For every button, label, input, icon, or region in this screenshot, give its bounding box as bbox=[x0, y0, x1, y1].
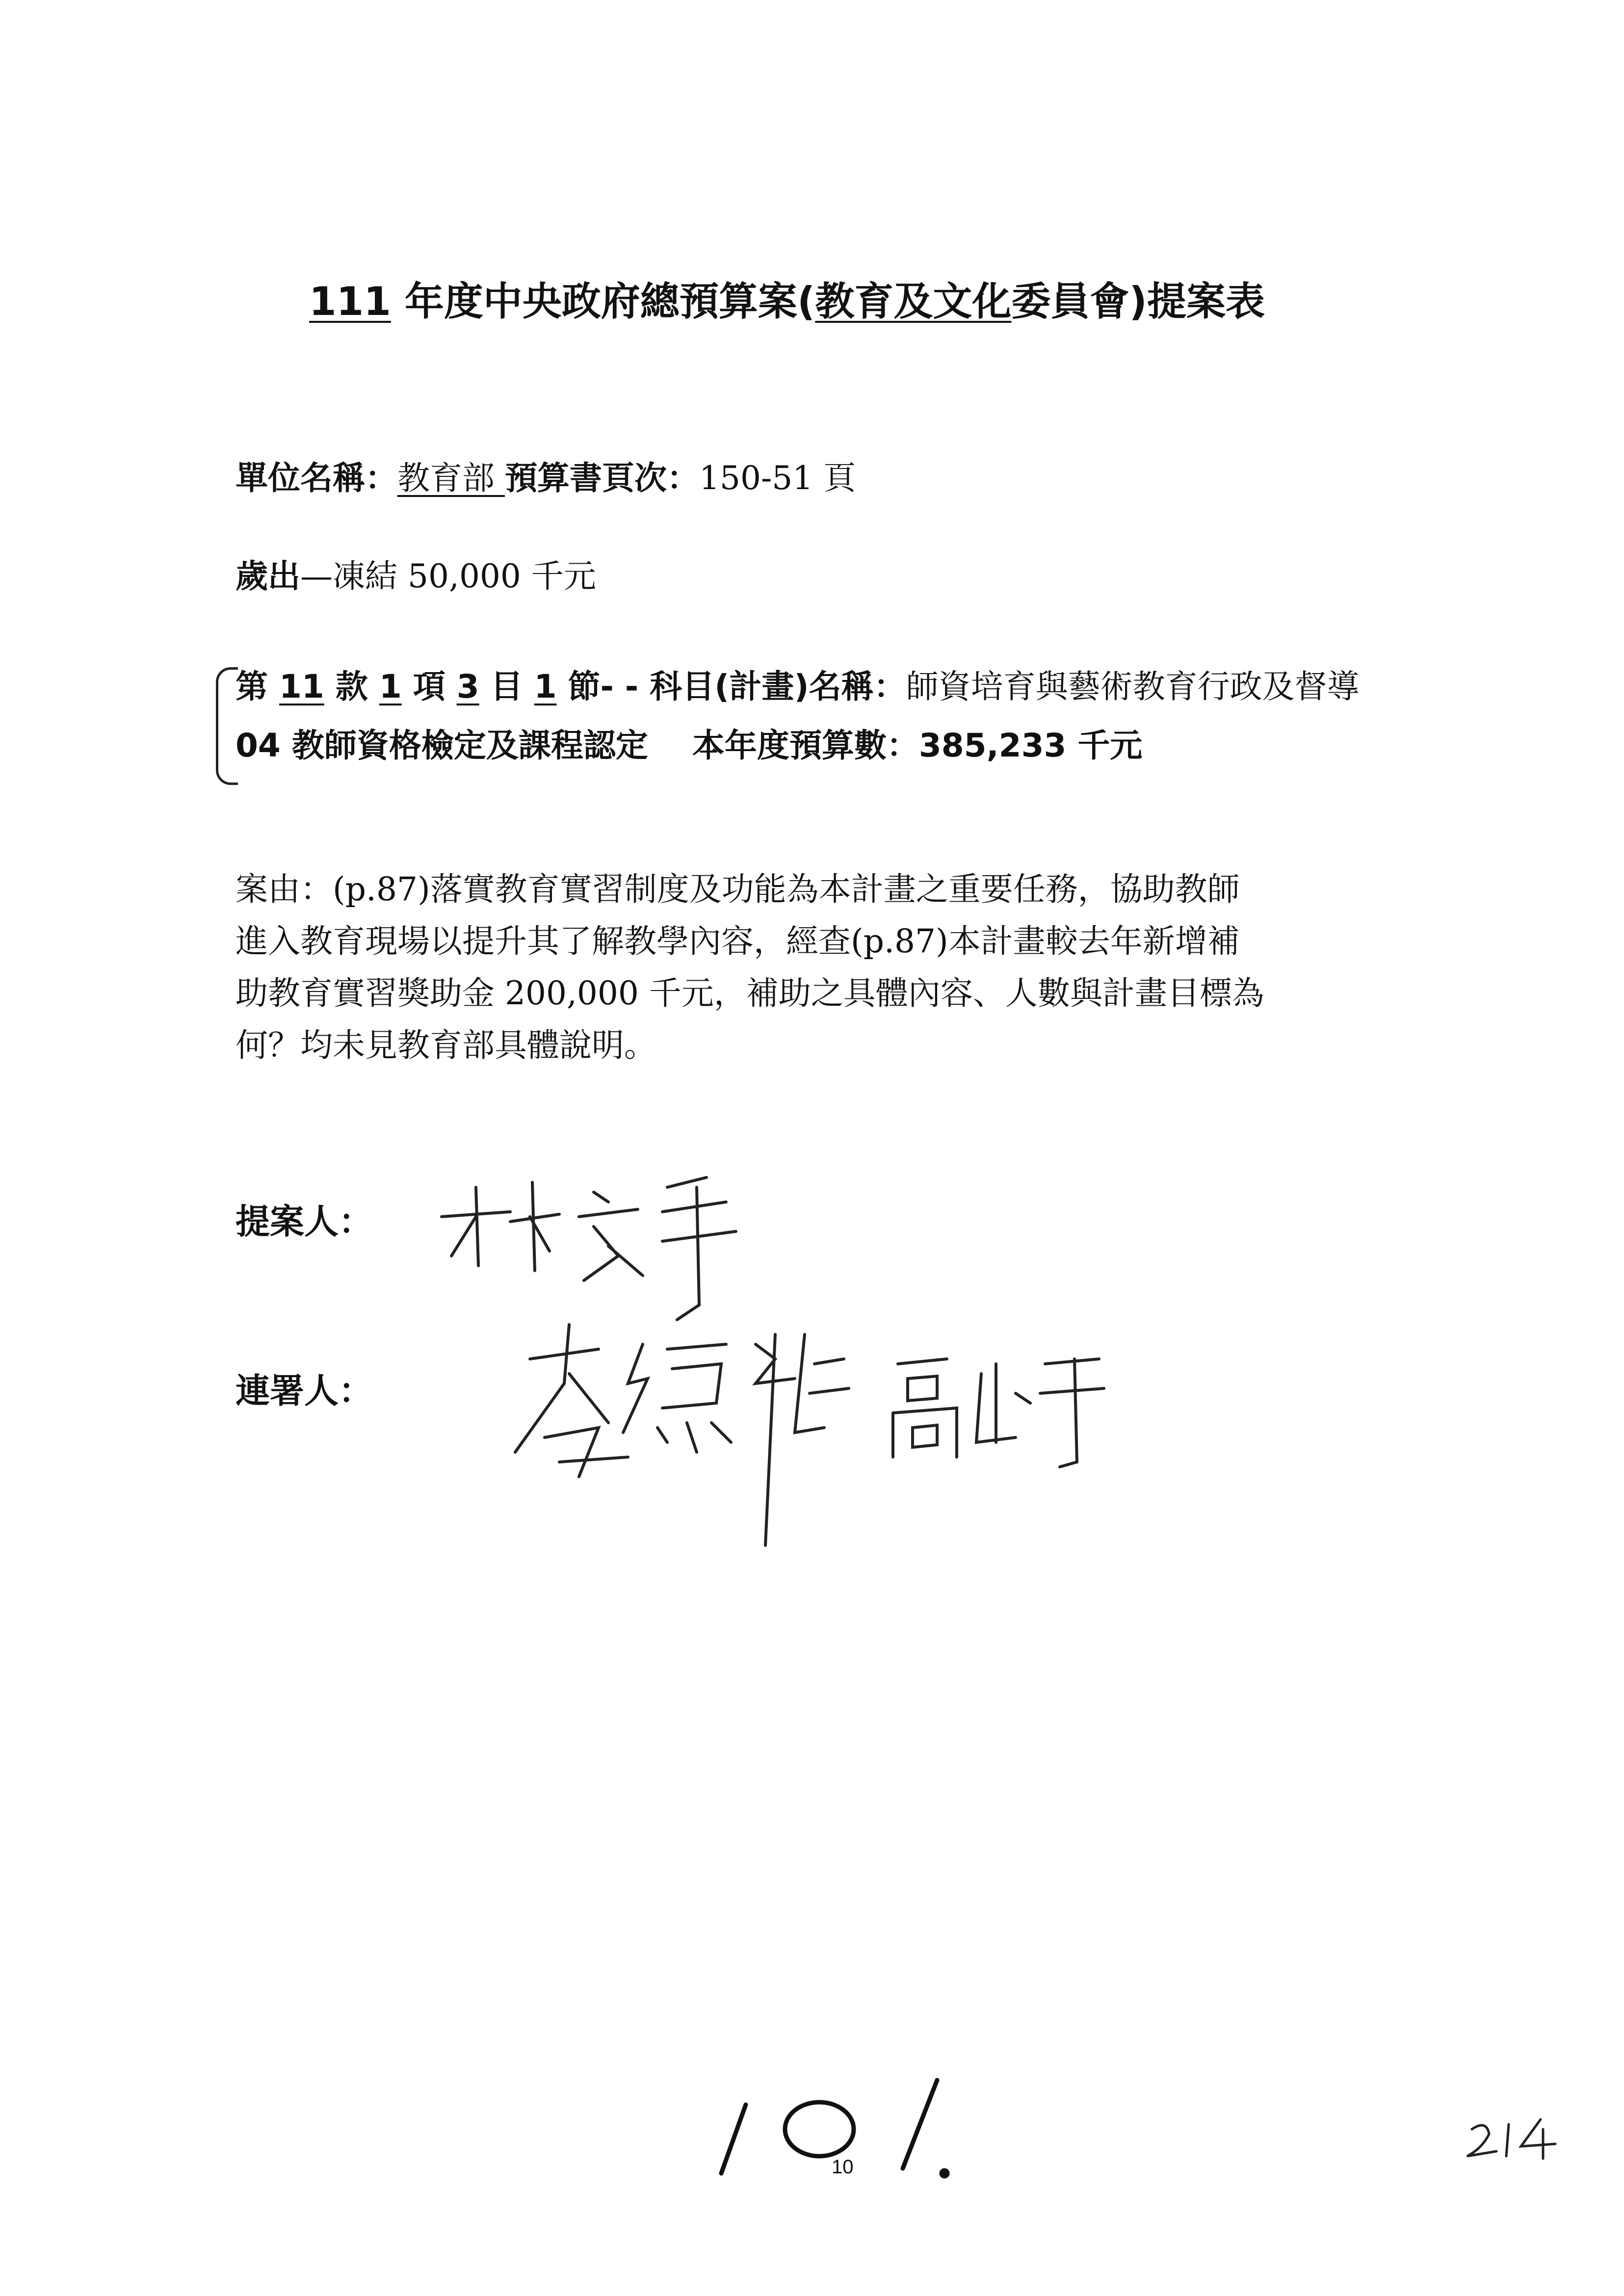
cosigner-signature-1 bbox=[500, 1315, 873, 1570]
account-item: 04 教師資格檢定及課程認定 bbox=[236, 727, 648, 764]
account-line-2 bbox=[236, 724, 1142, 768]
budget-page-label: 預算書頁次： bbox=[504, 459, 699, 497]
annual-budget-label: 本年度預算數： bbox=[692, 727, 919, 764]
account-name: 師資培育與藝術教育行政及督導 bbox=[906, 668, 1360, 705]
account-mu-label: 目 bbox=[479, 668, 534, 705]
reason-line-2: 進入教育現場以提升其了解教學內容，經查(p.87)本計畫較去年新增補 bbox=[236, 922, 1240, 960]
unit-line bbox=[236, 456, 856, 500]
title-committee: 教育及文化 bbox=[815, 279, 1012, 324]
proposer-label: 提案人： bbox=[236, 1201, 373, 1242]
account-prefix: 第 bbox=[236, 668, 279, 705]
account-jie: 1 bbox=[534, 668, 557, 705]
reason-line-1: 案由：(p.87)落實教育實習制度及功能為本計畫之重要任務，協助教師 bbox=[236, 870, 1240, 908]
reason-paragraph bbox=[236, 863, 1462, 1071]
unit-label: 單位名稱： bbox=[236, 459, 397, 497]
cosigner-signature-2 bbox=[883, 1344, 1109, 1472]
cosigner-label: 連署人： bbox=[236, 1371, 373, 1411]
account-line-1 bbox=[236, 665, 1360, 709]
expenditure-text: —凍結 50,000 千元 bbox=[300, 557, 596, 595]
account-mu: 3 bbox=[456, 668, 479, 705]
account-xiang-label: 項 bbox=[401, 668, 457, 705]
account-xiang: 1 bbox=[379, 668, 402, 705]
budget-pages: 150-51 頁 bbox=[699, 459, 856, 497]
unit-name: 教育部 bbox=[397, 459, 505, 497]
page-number: 10 bbox=[832, 2156, 854, 2178]
annual-budget-value: 385,233 千元 bbox=[918, 727, 1143, 764]
document-title bbox=[309, 275, 1388, 329]
expenditure-label: 歲出 bbox=[236, 557, 300, 595]
title-year: 111 bbox=[309, 279, 391, 324]
reason-line-4: 何？均未見教育部具體說明。 bbox=[236, 1026, 656, 1064]
corner-handwritten-number bbox=[1462, 2110, 1560, 2166]
account-kuan-label: 款 bbox=[324, 668, 379, 705]
title-part1: 年度中央政府總預算案( bbox=[391, 279, 815, 324]
account-jie-label: 節- - 科目(計畫)名稱： bbox=[556, 668, 906, 705]
hand-drawn-bracket bbox=[216, 667, 238, 785]
reason-line-3: 助教育實習獎助金 200,000 千元，補助之具體內容、人數與計畫目標為 bbox=[236, 974, 1264, 1012]
title-part2: 委員會)提案表 bbox=[1011, 279, 1265, 324]
account-kuan: 11 bbox=[279, 668, 324, 705]
expenditure-line bbox=[236, 554, 596, 599]
